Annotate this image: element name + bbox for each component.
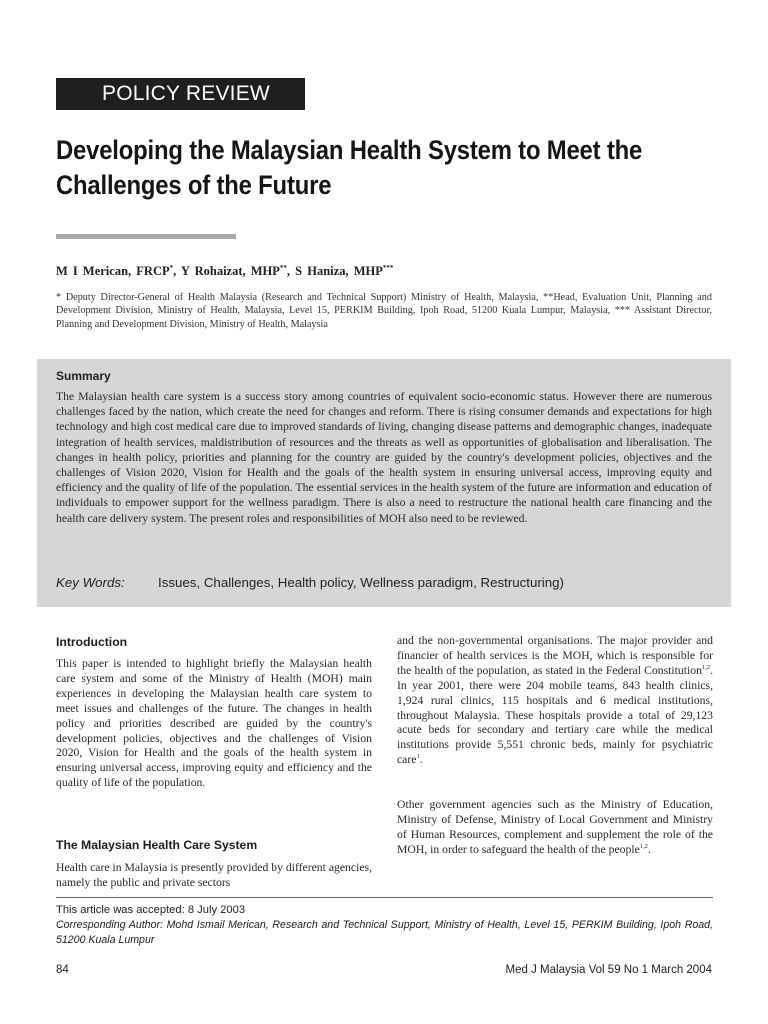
citation-ref: 1,2 [639,842,648,850]
section-label: POLICY REVIEW [56,78,305,110]
introduction-text: This paper is intended to highlight briefly the Malaysian health care system and some of the Ministry of Health (MOH) main experiences in developing the Malaysian health care system to meet issues and challenges of the future. The changes in health policy and priorities described are guided by the country's development policies, objectives and the challenges of Vision 2020, Vision for Health and the goals of the health system in ensuring universal access, improving equity and efficiency and the quality of life of the population. [56,657,372,790]
right-p1-part-c: . [419,753,423,767]
author-3: S Haniza, MHP [295,264,383,279]
right-p1-part-b: . In year 2001, there were 204 mobile teams, 843 health clinics, 1,924 rural clinics, 115 hospitals and 6 medical institutions, throughout Malaysia. These hospitals provide a total of 29,123 acute beds for secondary and tertiary care while the medical institutions provide 5,551 chronic beds, mainly for psychiatric care [397,663,713,767]
keywords-line [56,575,716,590]
title-divider [56,234,236,239]
citation-ref: 1 [416,753,420,761]
right-column-paragraph-1 [397,634,713,768]
author-3-mark: *** [382,264,394,272]
health-care-system-heading: The Malaysian Health Care System [56,838,258,852]
author-affiliations: * Deputy Director-General of Health Malaysia (Research and Technical Support) Ministry of Health, Malaysia, **Head, Evaluation Unit, Planning and Development Division, Ministry of Health, Malaysia, Level 15, PERKIM Building, Ipoh Road, 51200 Kuala Lumpur, Malaysia, *** Assistant Director, Planning and Development Division, Ministry of Health, Malaysia [56,292,712,330]
right-p1-part-a: and the non-governmental organisations. The major provider and financier of health services is the MOH, which is responsible for the health of the population, as stated in the Federal Constitution [397,634,713,677]
author-1: M I Merican, FRCP [56,264,170,279]
right-column-paragraph-2 [397,798,713,858]
author-2-mark: ** [279,264,287,272]
accepted-date: This article was accepted: 8 July 2003 [56,904,246,916]
summary-heading: Summary [56,369,111,383]
page-number: 84 [56,964,69,976]
corresponding-author: Corresponding Author: Mohd Ismail Merican, Research and Technical Support, Ministry of Health, Level 15, PERKIM Building, Ipoh Road, 51200 Kuala Lumpur [56,919,713,946]
author-line: M I Merican, FRCP*, Y Rohaizat, MHP**, S Haniza, MHP*** [56,264,394,279]
author-1-mark: * [169,264,174,272]
health-care-system-text: Health care in Malaysia is presently provided by different agencies, namely the public and private sectors [56,861,372,889]
right-p2-part-b: . [647,842,651,856]
footer-divider [56,897,713,898]
keywords-label: Key Words: [56,575,125,590]
article-title: Developing the Malaysian Health System to Meet the Challenges of the Future [56,135,643,200]
journal-citation: Med J Malaysia Vol 59 No 1 March 2004 [505,964,712,976]
author-2: Y Rohaizat, MHP [180,264,280,279]
right-p2-part-a: Other government agencies such as the Ministry of Education, Ministry of Defense, Ministry of Local Government and Ministry of Human Resources, complement and supplement the role of the MOH, in order to safeguard the health of the people [397,798,713,856]
summary-text: The Malaysian health care system is a success story among countries of equivalent socio-economic status. However there are numerous challenges faced by the nation, which create the need for changes and reform. There is rising consumer demands and expectations for high technology and high cost medical care due to improved standards of living, changing disease patterns and demographic changes, inadequate integration of health services, maldistribution of resources and the threats as well as opportunities of globalisation and liberalisation. The changes in health policy, priorities and planning for the country are guided by the country's development policies, objectives and the challenges of Vision 2020, Vision for Health and the goals of the health system in ensuring universal access, improving equity and efficiency and the quality of life of the population. The essential services in the health system of the future are information and education of individuals to empower support for the wellness paradigm. There is also a need to restructure the national health care financing and the health care delivery system. The present roles and responsibilities of MOH also need to be reviewed. [56,390,712,525]
citation-ref: 1,2 [701,663,711,671]
keywords-list: Issues, Challenges, Health policy, Wellness paradigm, Restructuring) [158,575,564,590]
introduction-heading: Introduction [56,635,128,649]
